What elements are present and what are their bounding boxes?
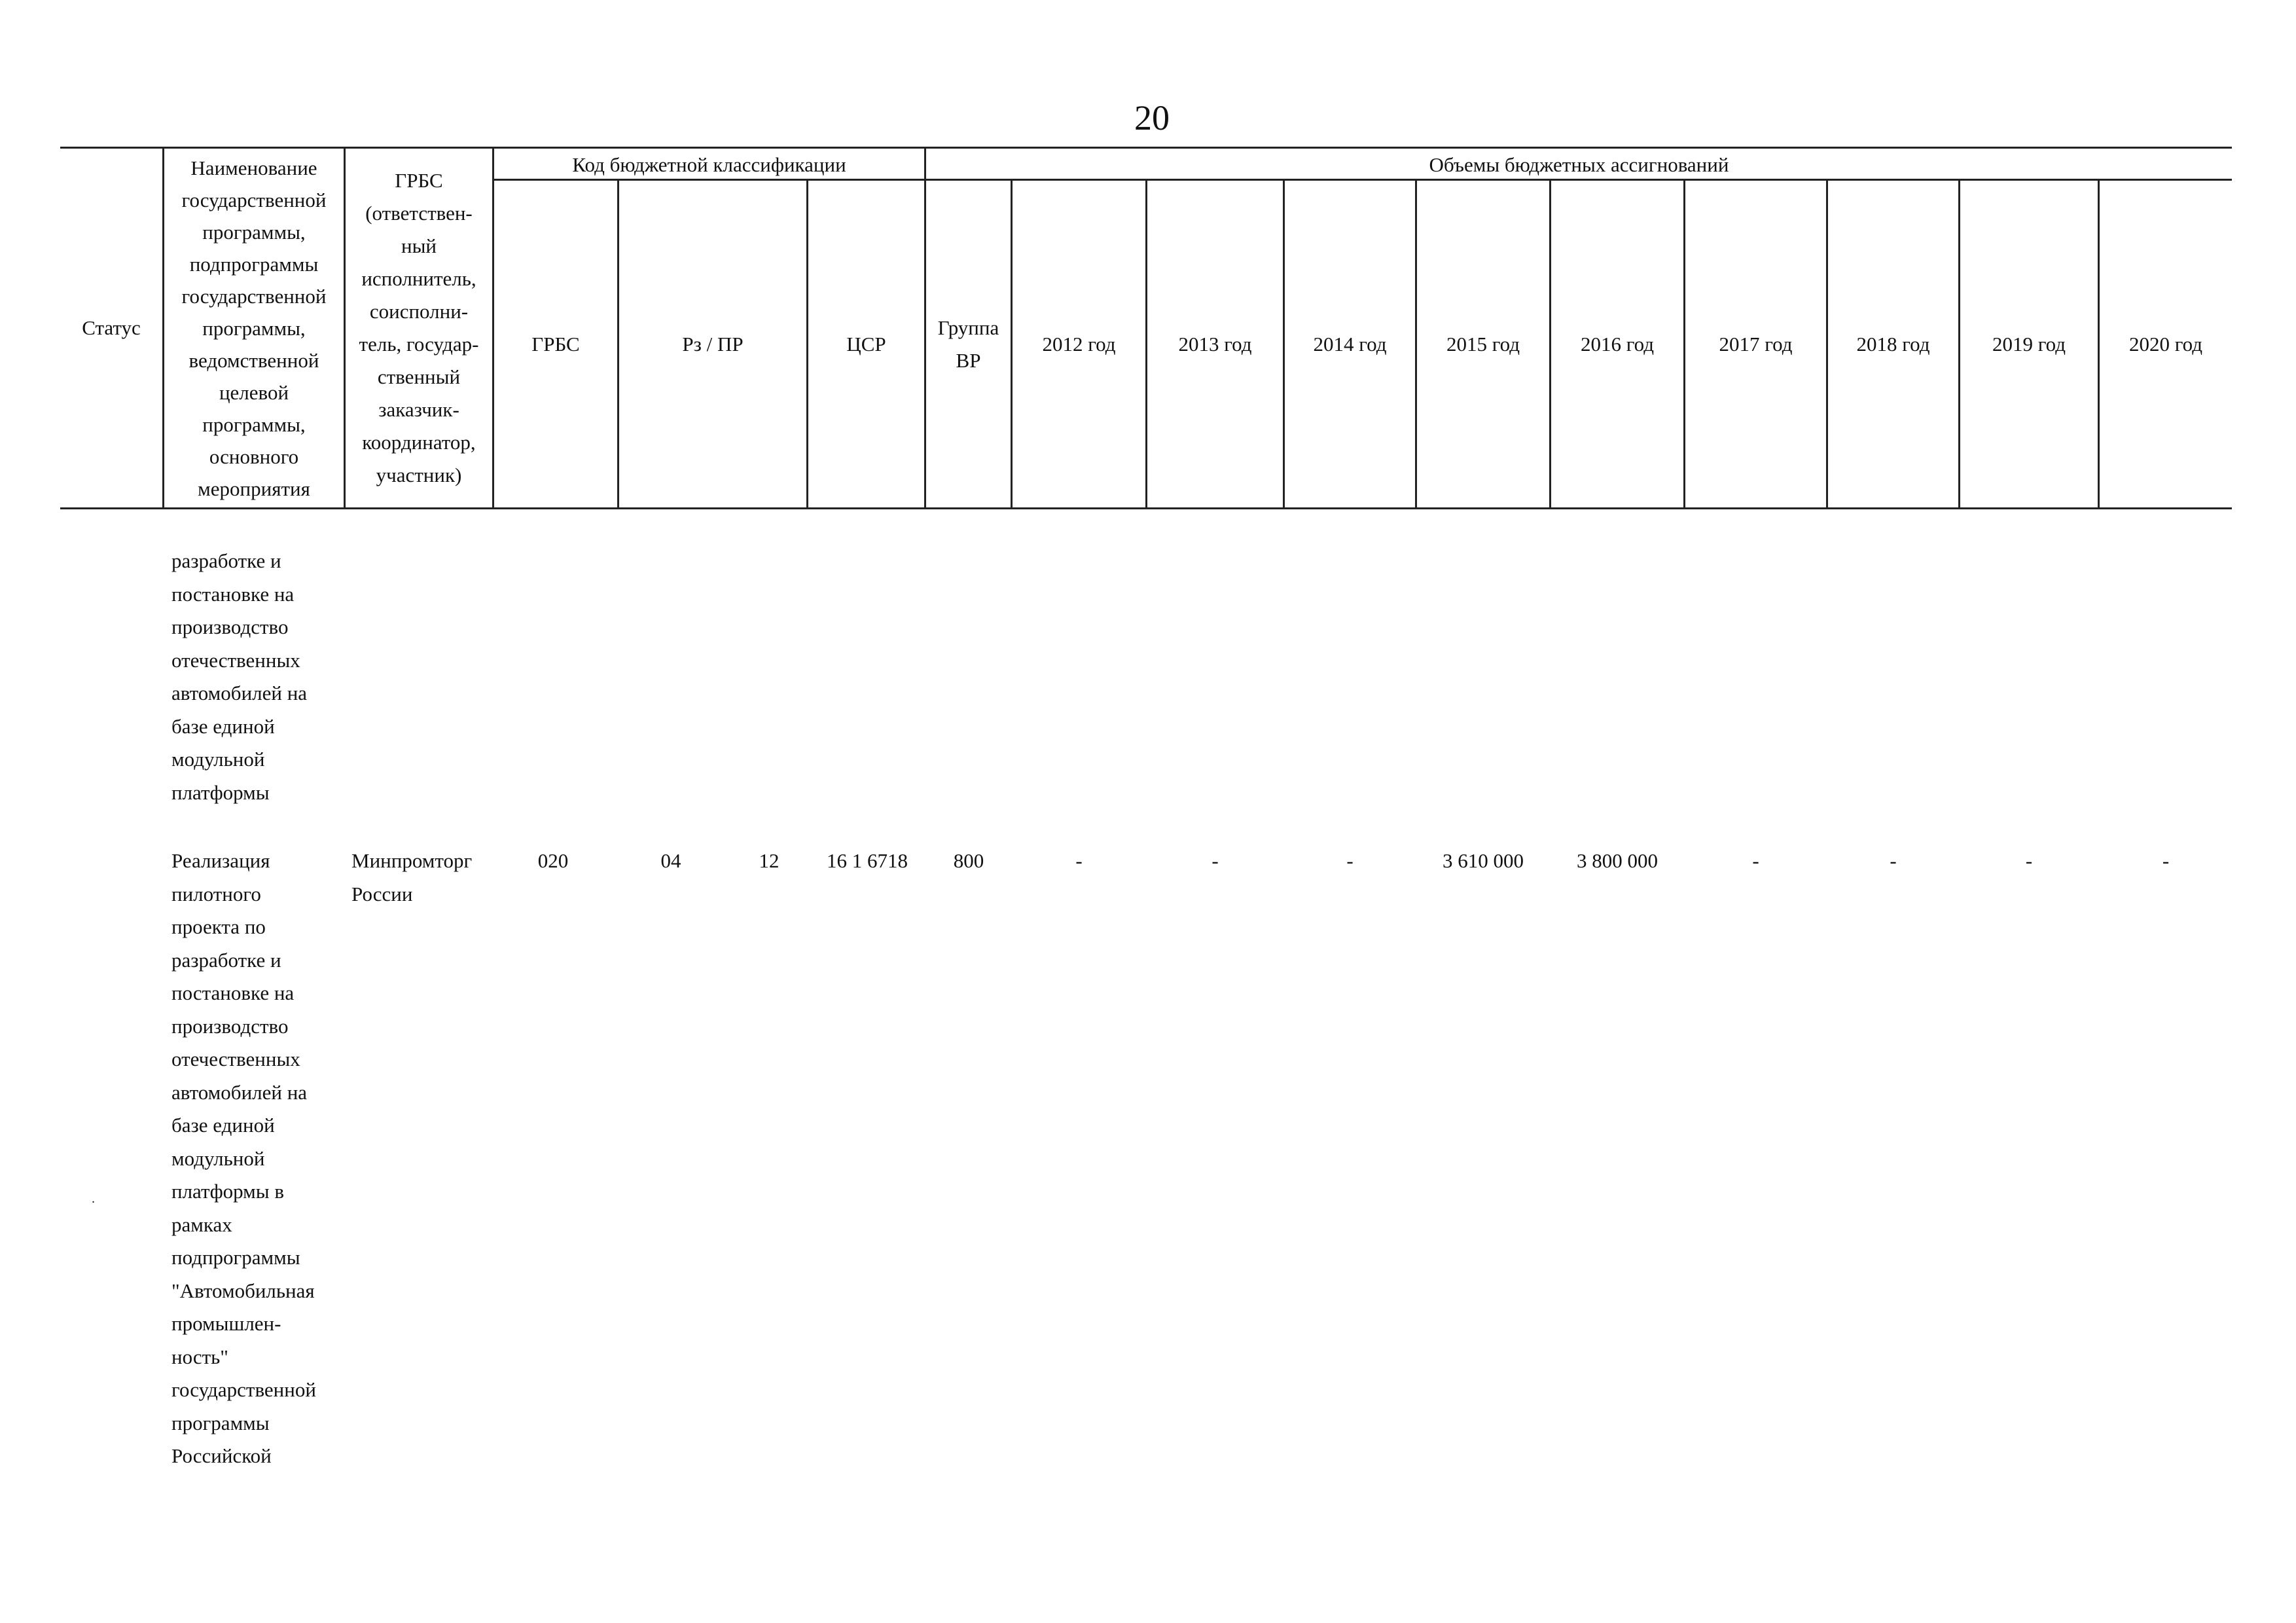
row-value-2013: - bbox=[1211, 849, 1219, 872]
page-number: 20 bbox=[1134, 98, 1170, 137]
header-budget-code-group: Код бюджетной классификации bbox=[572, 153, 846, 176]
header-volumes-group: Объемы бюджетных ассигнований bbox=[1429, 153, 1729, 176]
row-value-2017: - bbox=[1752, 849, 1759, 872]
header-grbs: ГРБС bbox=[531, 332, 580, 356]
header-status: Статус bbox=[82, 316, 141, 339]
header-year-2018: 2018 год bbox=[1856, 332, 1930, 356]
row-value-2014: - bbox=[1346, 849, 1354, 872]
header-year-2019: 2019 год bbox=[1992, 332, 2066, 356]
header-vr-group: Группа ВР bbox=[937, 316, 999, 372]
header-year-2013: 2013 год bbox=[1178, 332, 1252, 356]
header-year-2012: 2012 год bbox=[1042, 332, 1116, 356]
header-year-2020: 2020 год bbox=[2128, 332, 2203, 356]
row-rz-code: 04 bbox=[660, 849, 681, 872]
header-grbs-description: ГРБС (ответствен- ный исполнитель, соисполни- тель, государ- ственный заказчик- координатор, участник) bbox=[359, 169, 479, 486]
row-vr-code: 800 bbox=[953, 849, 984, 872]
header-csr: ЦСР bbox=[846, 332, 886, 356]
header-program-name: Наименование государственной программы, подпрограммы государственной программы, ведомственной целевой программы, основного мероприятия bbox=[181, 156, 327, 500]
header-year-2017: 2017 год bbox=[1719, 332, 1793, 356]
header-year-2016: 2016 год bbox=[1580, 332, 1655, 356]
stray-mark: . bbox=[92, 1192, 95, 1206]
header-rz-pr: Рз / ПР bbox=[682, 332, 744, 356]
row-value-2018: - bbox=[1890, 849, 1897, 872]
row-program-name: Реализация пилотного проекта по разработке и постановке на производство отечественных автомобилей на базе единой модульной платформы в рамках подпрограммы "Автомобильная промышлен- ность" государственной программы Российской bbox=[171, 849, 316, 1467]
row-value-2016: 3 800 000 bbox=[1577, 849, 1658, 872]
row-value-2020: - bbox=[2162, 849, 2170, 872]
row-value-2015: 3 610 000 bbox=[1443, 849, 1524, 872]
row-value-2012: - bbox=[1075, 849, 1083, 872]
header-year-2014: 2014 год bbox=[1313, 332, 1387, 356]
row-grbs-code: 020 bbox=[537, 849, 569, 872]
row-grbs-name: Минпромторг России bbox=[351, 849, 473, 905]
header-year-2015: 2015 год bbox=[1446, 332, 1520, 356]
continuation-text: разработке и постановке на производство отечественных автомобилей на базе единой модульной платформы bbox=[171, 549, 308, 804]
row-pr-code: 12 bbox=[759, 849, 780, 872]
row-value-2019: - bbox=[2025, 849, 2033, 872]
row-csr-code: 16 1 6718 bbox=[827, 849, 908, 872]
